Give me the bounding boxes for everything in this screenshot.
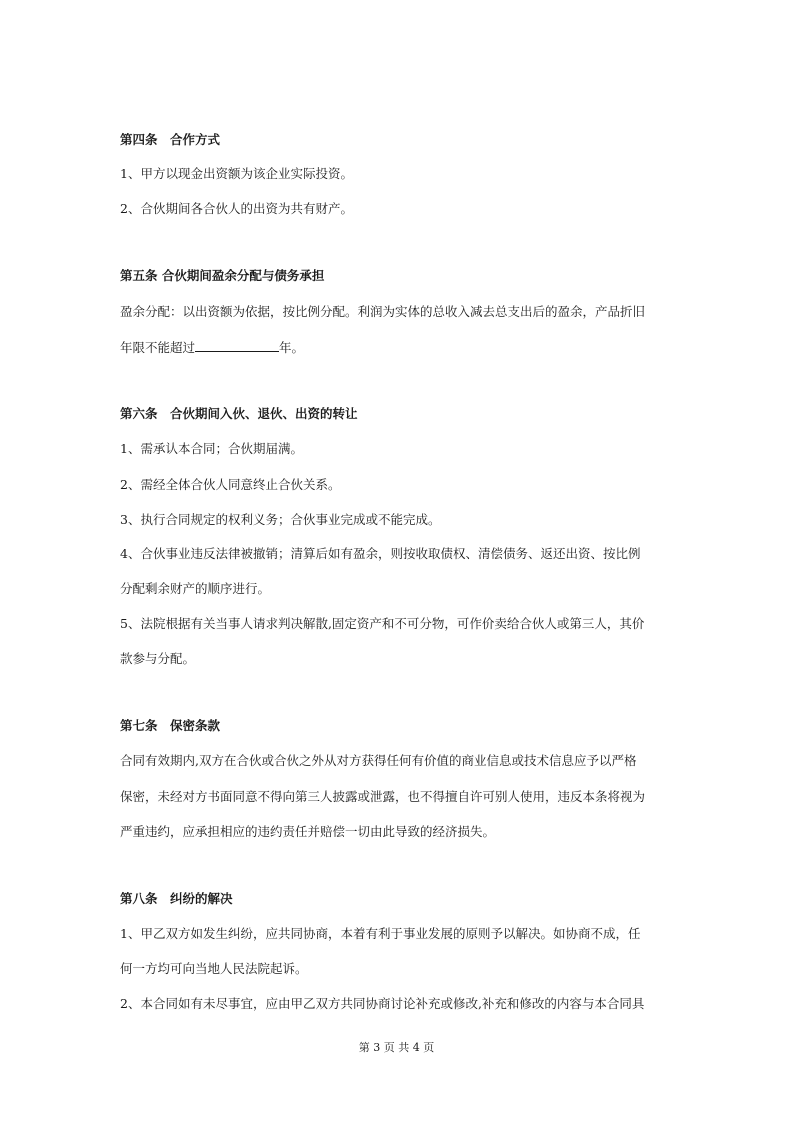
article-5-line-2-prefix: 年限不能超过 <box>120 340 196 355</box>
article-8-line-3: 2、本合同如有未尽事宜，应由甲乙双方共同协商讨论补充或修改,补充和修改的内容与本合同具 <box>120 996 645 1011</box>
article-5-line-2-suffix: 年。 <box>279 340 305 355</box>
article-6-line-1: 1、需承认本合同；合伙期届满。 <box>120 441 303 456</box>
article-7-line-2: 保密，未经对方书面同意不得向第三人披露或泄露，也不得擅自许可别人使用，违反本条将视为 <box>120 789 646 804</box>
article-6-line-2: 2、需经全体合伙人同意终止合伙关系。 <box>120 477 341 492</box>
article-5-line-2 <box>120 339 304 356</box>
article-6-line-5: 分配剩余财产的顺序进行。 <box>120 581 271 596</box>
article-6-line-6: 5、法院根据有关当事人请求判决解散,固定资产和不可分物，可作价卖给合伙人或第三人，其价 <box>120 616 645 631</box>
article-6-line-3: 3、执行合同规定的权利义务；合伙事业完成或不能完成。 <box>120 512 441 527</box>
article-6-line-4: 4、合伙事业违反法律被撤销；清算后如有盈余，则按收取债权、清偿债务、返还出资、按比例 <box>120 546 641 561</box>
article-4-item-2: 2、合伙期间各合伙人的出资为共有财产。 <box>120 201 353 216</box>
article-5-line-1: 盈余分配：以出资额为依据，按比例分配。利润为实体的总收入减去总支出后的盈余，产品折旧 <box>120 304 646 319</box>
article-5-title: 第五条 合伙期间盈余分配与债务承担 <box>120 268 325 283</box>
article-6-title: 第六条 合伙期间入伙、退伙、出资的转让 <box>120 406 358 421</box>
page-number-footer: 第 3 页 共 4 页 <box>358 1041 435 1054</box>
article-8-line-1: 1、甲乙双方如发生纠纷，应共同协商，本着有利于事业发展的原则予以解决。如协商不成，任 <box>120 926 641 941</box>
article-7-title: 第七条 保密条款 <box>120 718 221 733</box>
article-8-line-2: 何一方均可向当地人民法院起诉。 <box>120 961 308 976</box>
article-8-title: 第八条 纠纷的解决 <box>120 891 233 906</box>
article-7-line-1: 合同有效期内,双方在合伙或合伙之外从对方获得任何有价值的商业信息或技术信息应予以严格 <box>120 753 637 768</box>
article-4-item-1: 1、甲方以现金出资额为该企业实际投资。 <box>120 166 353 181</box>
article-6-line-7: 款参与分配。 <box>120 651 196 666</box>
article-4-title: 第四条 合作方式 <box>120 132 221 147</box>
fill-in-blank <box>195 339 279 352</box>
article-7-line-3: 严重违约，应承担相应的违约责任并赔偿一切由此导致的经济损失。 <box>120 824 496 839</box>
